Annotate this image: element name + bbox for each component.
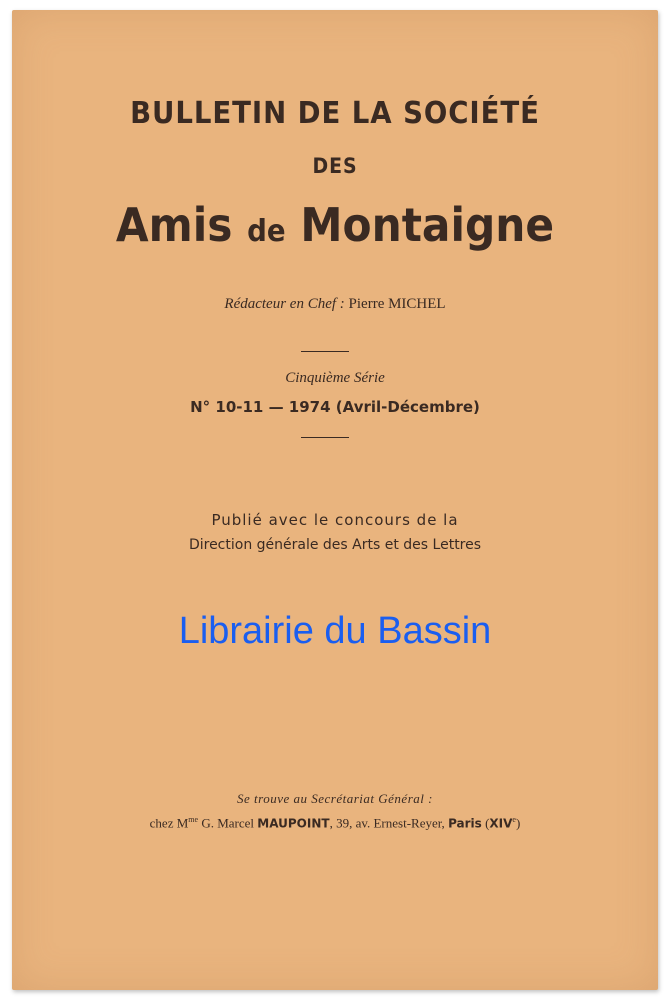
address-mid2: , 39, av. Ernest-Reyer, <box>329 815 449 831</box>
editor-name: Pierre MICHEL <box>344 296 446 312</box>
address-paren-close: ) <box>515 815 521 831</box>
direction-line: Direction générale des Arts et des Lettres <box>188 537 482 553</box>
address-arr-sup: e <box>512 815 516 824</box>
title-de: de <box>247 214 286 249</box>
title-line-1: BULLETIN DE LA SOCIÉTÉ <box>130 96 540 131</box>
address-chez: chez M <box>149 815 189 831</box>
address-mid1: G. Marcel <box>198 815 258 831</box>
address-arrondissement: XIV <box>489 816 513 831</box>
address-city: Paris <box>448 816 482 831</box>
address-paren-open: ( <box>481 815 490 831</box>
available-at-line: Se trouve au Secrétariat Général : <box>237 791 433 806</box>
published-with-line: Publié avec le concours de la <box>211 511 459 529</box>
address-chez-sup: me <box>188 815 199 824</box>
divider-bottom <box>301 437 349 438</box>
address-line <box>12 815 658 831</box>
editor-label: Rédacteur en Chef : <box>224 296 345 312</box>
title-montaigne: Montaigne <box>285 198 555 252</box>
bulletin-cover <box>12 10 658 990</box>
title-amis: Amis <box>115 198 248 252</box>
bookseller-watermark: Librairie du Bassin <box>178 610 492 652</box>
title-line-2: DES <box>312 154 358 178</box>
divider-top <box>301 351 349 352</box>
editor-line <box>12 296 658 313</box>
series-label: Cinquième Série <box>285 370 385 386</box>
title-line-3 <box>38 198 632 252</box>
issue-number: N° 10-11 — 1974 (Avril-Décembre) <box>190 398 480 416</box>
address-name: MAUPOINT <box>257 816 330 831</box>
